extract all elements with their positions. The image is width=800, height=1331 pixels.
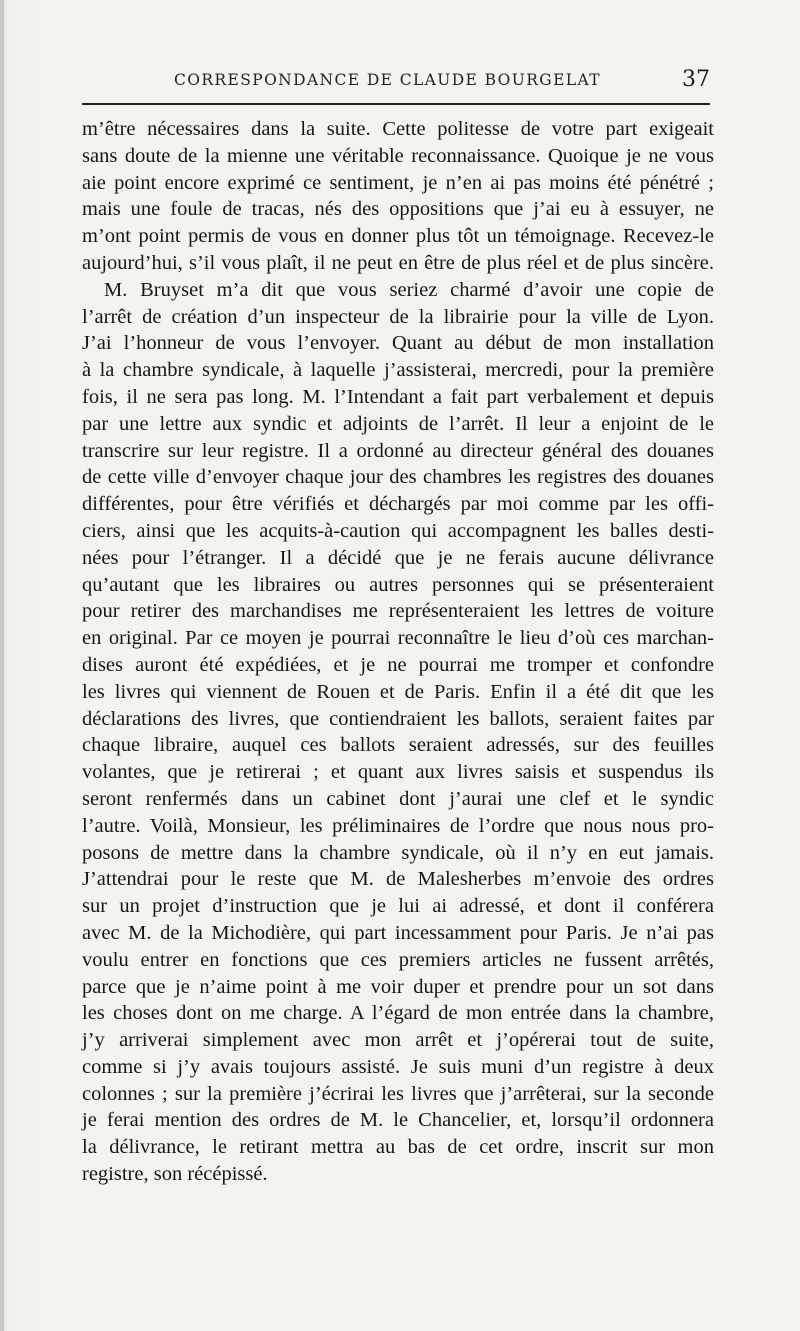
- body-text: [82, 116, 714, 1188]
- text-line: m’ont point permis de vous en donner plus tôt un témoignage. Recevez-le: [82, 225, 714, 248]
- text-line: registre, son récépissé.: [82, 1163, 268, 1186]
- text-line: volantes, que je retirerai ; et quant aux livres saisis et suspendus ils: [82, 761, 714, 784]
- text-line: sans doute de la mienne une véritable reconnaissance. Quoique je ne vous: [82, 144, 714, 167]
- text-line: qu’autant que les libraires ou autres personnes qui se présenteraient: [82, 573, 714, 596]
- text-line: chaque libraire, auquel ces ballots seraient adressés, sur des feuilles: [82, 734, 714, 757]
- text-line: différentes, pour être vérifiés et déchargés par moi comme par les offi-: [82, 493, 714, 516]
- text-line: m’être nécessaires dans la suite. Cette politesse de votre part exigeait: [82, 118, 714, 140]
- text-line: J’ai l’honneur de vous l’envoyer. Quant au début de mon installation: [82, 332, 714, 355]
- header-rule: [82, 103, 710, 105]
- text-line: j’y arriverai simplement avec mon arrêt et j’opérerai tout de suite,: [82, 1029, 714, 1052]
- text-line: mais une foule de tracas, nés des oppositions que j’ai eu à essuyer, ne: [82, 198, 714, 221]
- text-line: J’attendrai pour le reste que M. de Malesherbes m’envoie des ordres: [82, 868, 714, 891]
- text-line: de cette ville d’envoyer chaque jour des chambres les registres des douanes: [82, 466, 714, 489]
- text-line: dises auront été expédiées, et je ne pourrai me tromper et confondre: [82, 653, 714, 676]
- page-number: 37: [682, 67, 710, 92]
- text-line: transcrire sur leur registre. Il a ordonné au directeur général des douanes: [82, 439, 714, 462]
- text-line: fois, il ne sera pas long. M. l’Intendant a fait part verbalement et depuis: [82, 385, 714, 408]
- text-line: par une lettre aux syndic et adjoints de l’arrêt. Il leur a enjoint de le: [82, 412, 714, 435]
- text-line: à la chambre syndicale, à laquelle j’assisterai, mercredi, pour la première: [82, 359, 714, 382]
- running-header: [82, 68, 712, 96]
- text-line: comme si j’y avais toujours assisté. Je suis muni d’un registre à deux: [82, 1055, 714, 1078]
- text-line: seront renfermés dans un cabinet dont j’aurai une clef et le syndic: [82, 787, 714, 810]
- text-line: déclarations des livres, que contiendraient les ballots, seraient faites par: [82, 707, 714, 730]
- text-line: posons de mettre dans la chambre syndicale, où il n’y en eut jamais.: [82, 841, 714, 864]
- page-edge: [0, 0, 4, 1331]
- text-line: en original. Par ce moyen je pourrai reconnaître le lieu d’où ces marchan-: [82, 627, 714, 650]
- text-line: l’autre. Voilà, Monsieur, les préliminaires de l’ordre que nous nous pro-: [82, 814, 714, 837]
- text-line: je ferai mention des ordres de M. le Chancelier, et, lorsqu’il ordonnera: [82, 1109, 714, 1132]
- text-line: M. Bruyset m’a dit que vous seriez charmé d’avoir une copie de: [104, 278, 714, 301]
- text-line: voulu entrer en fonctions que ces premiers articles ne fussent arrêtés,: [82, 948, 714, 971]
- text-line: nées pour l’étranger. Il a décidé que je ne ferais aucune délivrance: [82, 546, 714, 569]
- text-line: la délivrance, le retirant mettra au bas de cet ordre, inscrit sur mon: [82, 1136, 714, 1159]
- text-line: pour retirer des marchandises me représenteraient les lettres de voiture: [82, 600, 714, 623]
- text-line: avec M. de la Michodière, qui part incessamment pour Paris. Je n’ai pas: [82, 921, 714, 944]
- text-line: parce que je n’aime point à me voir duper et prendre pour un sot dans: [82, 975, 714, 998]
- text-line: ciers, ainsi que les acquits-à-caution qui accompagnent les balles desti-: [82, 519, 714, 542]
- running-title: CORRESPONDANCE DE CLAUDE BOURGELAT: [174, 71, 601, 89]
- text-line: sur un projet d’instruction que je lui ai adressé, et dont il conférera: [82, 895, 714, 918]
- text-line: les choses dont on me charge. A l’égard de mon entrée dans la chambre,: [82, 1002, 714, 1025]
- text-line: colonnes ; sur la première j’écrirai les livres que j’arrêterai, sur la seconde: [82, 1082, 714, 1105]
- text-line: l’arrêt de création d’un inspecteur de la librairie pour la ville de Lyon.: [82, 305, 714, 328]
- text-line: aujourd’hui, s’il vous plaît, il ne peut en être de plus réel et de plus sincère.: [82, 251, 714, 274]
- text-line: aie point encore exprimé ce sentiment, je n’en ai pas moins été pénétré ;: [82, 171, 714, 194]
- text-line: les livres qui viennent de Rouen et de Paris. Enfin il a été dit que les: [82, 680, 714, 703]
